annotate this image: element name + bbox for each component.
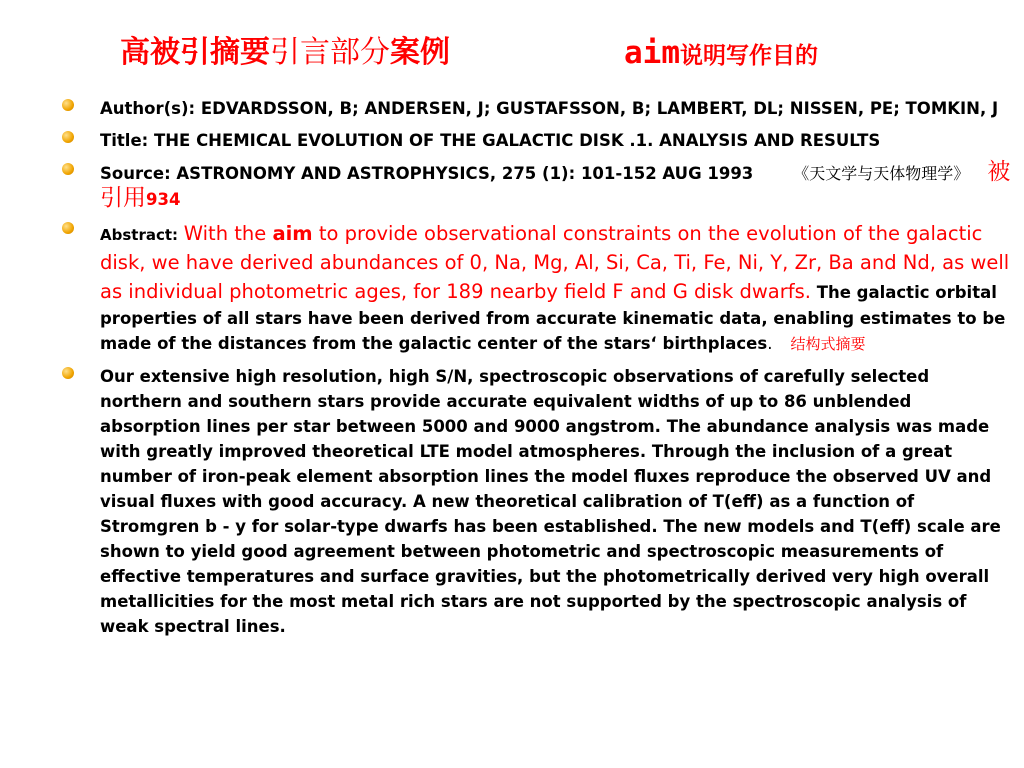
bullet-dot-icon xyxy=(62,367,74,379)
bullet-source xyxy=(60,160,1015,212)
slide-title xyxy=(120,33,1000,73)
paper-title-text: Title: THE CHEMICAL EVOLUTION OF THE GALACTIC DISK .1. ANALYSIS AND RESULTS xyxy=(100,131,881,150)
bullet-dot-icon xyxy=(62,163,74,175)
bullet-dot-icon xyxy=(62,131,74,143)
bullet-list xyxy=(60,96,1015,646)
title-part-case: 案例 xyxy=(390,35,450,70)
title-aim-suffix: 说明写作目的 xyxy=(680,42,818,69)
bullet-title xyxy=(60,128,1015,153)
title-aim-word: aim xyxy=(624,35,680,71)
bullet-dot-icon xyxy=(62,99,74,111)
abstract-black-text: The galactic orbital properties of all stars have been derived from accurate kinematic data, enabling estimates to be made of the distances from the galactic center of the stars‘ birthplaces xyxy=(100,283,1006,353)
bullet-abstract xyxy=(60,219,1015,357)
cited-count: 934 xyxy=(146,190,181,209)
structured-abstract-note: 结构式摘要 xyxy=(790,335,866,353)
bullet-authors xyxy=(60,96,1015,121)
journal-chinese-name: 《天文学与天体物理学》 xyxy=(793,164,970,183)
title-part-highly-cited: 高被引摘要 xyxy=(120,35,270,70)
abstract-end-period: . xyxy=(767,334,773,353)
title-aim-note xyxy=(624,33,818,76)
authors-text: Author(s): EDVARDSSON, B; ANDERSEN, J; GUSTAFSSON, B; LAMBERT, DL; NISSEN, PE; TOMKIN, J xyxy=(100,99,999,118)
abstract-aim-keyword: aim xyxy=(272,222,313,245)
abstract-red-pre: With the xyxy=(183,222,273,245)
title-part-introduction: 引言部分 xyxy=(270,35,390,70)
abstract-label: Abstract: xyxy=(100,226,179,244)
source-text: Source: ASTRONOMY AND ASTROPHYSICS, 275 (1): 101-152 AUG 1993 xyxy=(100,164,754,183)
bullet-dot-icon xyxy=(62,222,74,234)
abstract-body-text: Our extensive high resolution, high S/N, spectroscopic observations of carefully selected northern and southern stars provide accurate equivalent widths of up to 86 unblended absorption lines per star between 5000 and 9000 angstrom. The abundance analysis was made with greatly improved theoretical LTE model atmospheres. Through the inclusion of a great number of iron-peak element absorption lines the model fluxes reproduce the observed UV and visual fluxes with good accuracy. A new theoretical calibration of T(eff) as a function of Stromgren b - y for solar-type dwarfs has been established. The new models and T(eff) scale are shown to yield good agreement between photometric and spectroscopic measurements of effective temperatures and surface gravities, but the photometrically derived very high overall metallicities for the most metal rich stars are not supported by the spectroscopic analysis of weak spectral lines. xyxy=(100,367,1001,636)
cited-label: 被引用 xyxy=(100,159,1011,211)
bullet-body xyxy=(60,364,1015,639)
abstract-red-post: to provide observational constraints on the evolution of the galactic disk, we have derived abundances of 0, Na, Mg, Al, Si, Ca, Ti, Fe, Ni, Y, Zr, Ba and Nd, as well as individual photometric ages, for 189 nearby field F and G disk dwarfs. xyxy=(100,222,1010,303)
